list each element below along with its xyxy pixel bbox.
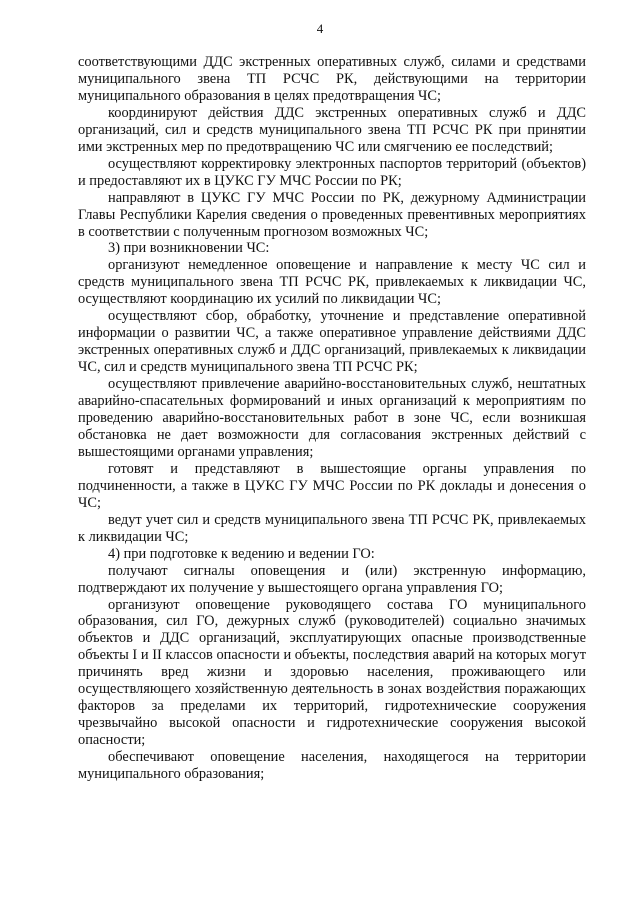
paragraph: организуют немедленное оповещение и направление к месту ЧС сил и средств муниципального звена ТП РСЧС РК, привлекаемых к ликвидации ЧС, осуществляют координацию их усилий по ликвидации ЧС; [78,257,586,308]
section-heading: 3) при возникновении ЧС: [108,240,270,257]
document-body [78,54,586,783]
paragraph: готовят и представляют в вышестоящие органы управления по подчиненности, а также в ЦУКС ГУ МЧС России по РК доклады и донесения о ЧС; [78,460,586,511]
paragraph: получают сигналы оповещения и (или) экстренную информацию, подтверждают их получение у вышестоящего органа управления ГО; [78,562,586,596]
paragraph: координируют действия ДДС экстренных оперативных служб и ДДС организаций, сил и средств муниципального звена ТП РСЧС РК при принятии ими экстренных мер по предотвращению ЧС или смягчению ее последствий; [78,104,586,155]
paragraph: организуют оповещение руководящего состава ГО муниципального образования, сил ГО, дежурных служб (руководителей) социально значимых объектов и ДДС организаций, эксплуатирующих опасные производственные объекты I и II классов опасности и объекты, последствия аварий на которых могут причинять вред жизни и здоровью населения, проживающего или осуществляющего хозяйственную деятельность в зонах воздействия поражающих факторов за пределами их территорий, гидротехнические сооружения чрезвычайно высокой опасности и гидротехнические сооружения высокой опасности; [78,596,586,749]
paragraph: осуществляют привлечение аварийно-восстановительных служб, нештатных аварийно-спасательных формирований и иных организаций к мероприятиям по проведению аварийно-восстановительных работ в зоне ЧС, если возникшая обстановка не дает возможности для согласования экстренных действий с вышестоящими органами управления; [78,376,586,460]
paragraph: соответствующими ДДС экстренных оперативных служб, силами и средствами муниципального звена ТП РСЧС РК, действующими на территории муниципального образования в целях предотвращения ЧС; [78,54,586,104]
paragraph: осуществляют сбор, обработку, уточнение и представление оперативной информации о развитии ЧС, а также оперативное управление действиями ДДС экстренных оперативных служб и ДДС организаций, привлекаемых к ликвидации ЧС, сил и средств муниципального звена ТП РСЧС РК; [78,308,586,376]
paragraph: ведут учет сил и средств муниципального звена ТП РСЧС РК, привлекаемых к ликвидации ЧС; [78,511,586,545]
page-number: 4 [316,21,324,36]
paragraph: обеспечивают оповещение населения, находящегося на территории муниципального образования; [78,749,586,783]
paragraph: направляют в ЦУКС ГУ МЧС России по РК, дежурному Администрации Главы Республики Карелия сведения о проведенных превентивных мероприятиях в соответствии с полученным прогнозом возможных ЧС; [78,189,586,240]
section-heading: 4) при подготовке к ведению и ведении ГО: [108,545,375,562]
paragraph: осуществляют корректировку электронных паспортов территорий (объектов) и предоставляют их в ЦУКС ГУ МЧС России по РК; [78,155,586,189]
